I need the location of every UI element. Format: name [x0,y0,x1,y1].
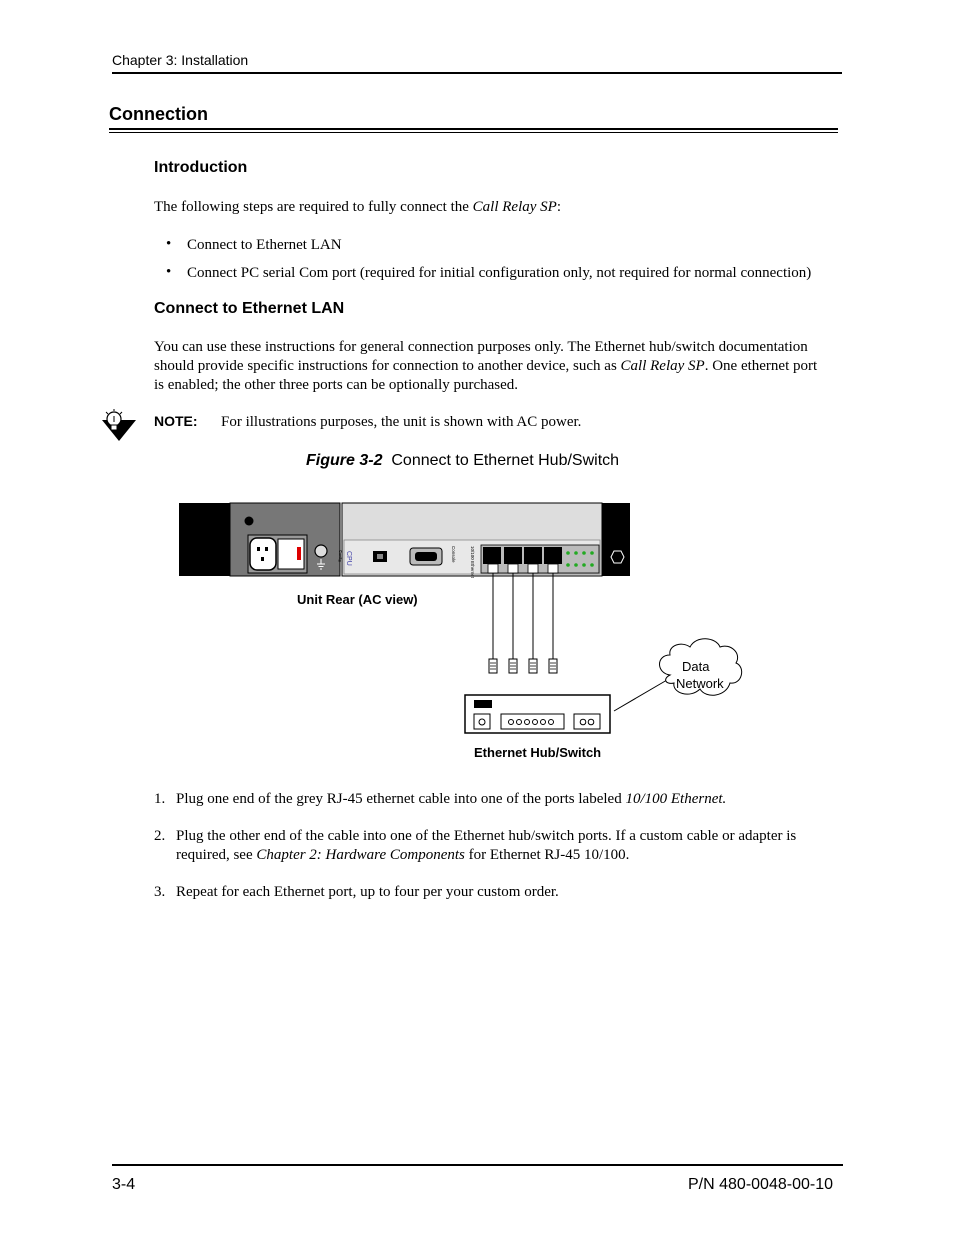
intro-bullet-1: Connect to Ethernet LAN [187,237,342,253]
ethernet-connection-diagram [170,495,770,770]
section-rule-bottom [109,132,838,133]
ethernet-heading: Connect to Ethernet LAN [154,300,345,317]
panel-config-label: Config [338,550,343,562]
section-title: Connection [109,104,208,124]
ethernet-paragraph-line-1: You can use these instructions for general connection purposes only. The Ethernet hub/switch documentation [154,339,808,355]
cloud-label-line-2: Network [676,676,724,691]
intro-paragraph: The following steps are required to fully connect the Call Relay SP: [154,199,561,215]
panel-ethernet-label: 10/100 Ethernet [470,546,475,579]
bullet-dot: • [166,264,172,280]
bullet-dot: • [166,236,172,252]
cloud-label-line-1: Data [682,659,710,674]
step-2-text-line-2: required, see Chapter 2: Hardware Components for Ethernet RJ-45 10/100. [176,847,630,863]
step-1-number: 1. [154,791,166,807]
ethernet-paragraph-line-3: is enabled; the other three ports can be optionally purchased. [154,377,519,393]
part-number: P/N 480-0048-00-10 [688,1176,833,1193]
page-number: 3-4 [112,1176,136,1193]
ethernet-hub-switch [465,695,610,733]
header-rule [112,72,842,74]
footer-rule [112,1164,843,1166]
intro-bullet-2: Connect PC serial Com port (required for initial configuration only, not required for normal connection) [187,265,812,281]
svg-text:CPU: CPU [345,551,352,566]
running-header: Chapter 3: Installation [112,52,249,68]
step-2-number: 2. [154,828,166,844]
hub-label: Ethernet Hub/Switch [474,745,602,760]
network-link [614,680,667,711]
note-lightbulb-icon [100,408,138,442]
figure-caption: Figure 3-2 Connect to Ethernet Hub/Switch [306,452,620,469]
note-label: NOTE: [154,413,198,429]
unit-rear-label: Unit Rear (AC view) [297,592,418,607]
introduction-heading: Introduction [154,159,248,176]
panel-console-label: Console [451,546,456,563]
unit-rear-chassis [179,503,630,576]
step-1-text: Plug one end of the grey RJ-45 ethernet cable into one of the ports labeled 10/100 Ethernet. [176,791,727,807]
ethernet-cables [493,573,553,659]
note-text: For illustrations purposes, the unit is shown with AC power. [221,414,582,430]
step-3-text: Repeat for each Ethernet port, up to four per your custom order. [176,884,559,900]
step-3-number: 3. [154,884,166,900]
section-rule-top [109,128,838,130]
step-2-text-line-1: Plug the other end of the cable into one of the Ethernet hub/switch ports. If a custom cable or adapter is [176,828,797,844]
ethernet-paragraph-line-2: should provide specific instructions for connection to another device, such as Call Relay SP. One ethernet port [154,358,818,374]
rj45-plugs [489,659,557,673]
